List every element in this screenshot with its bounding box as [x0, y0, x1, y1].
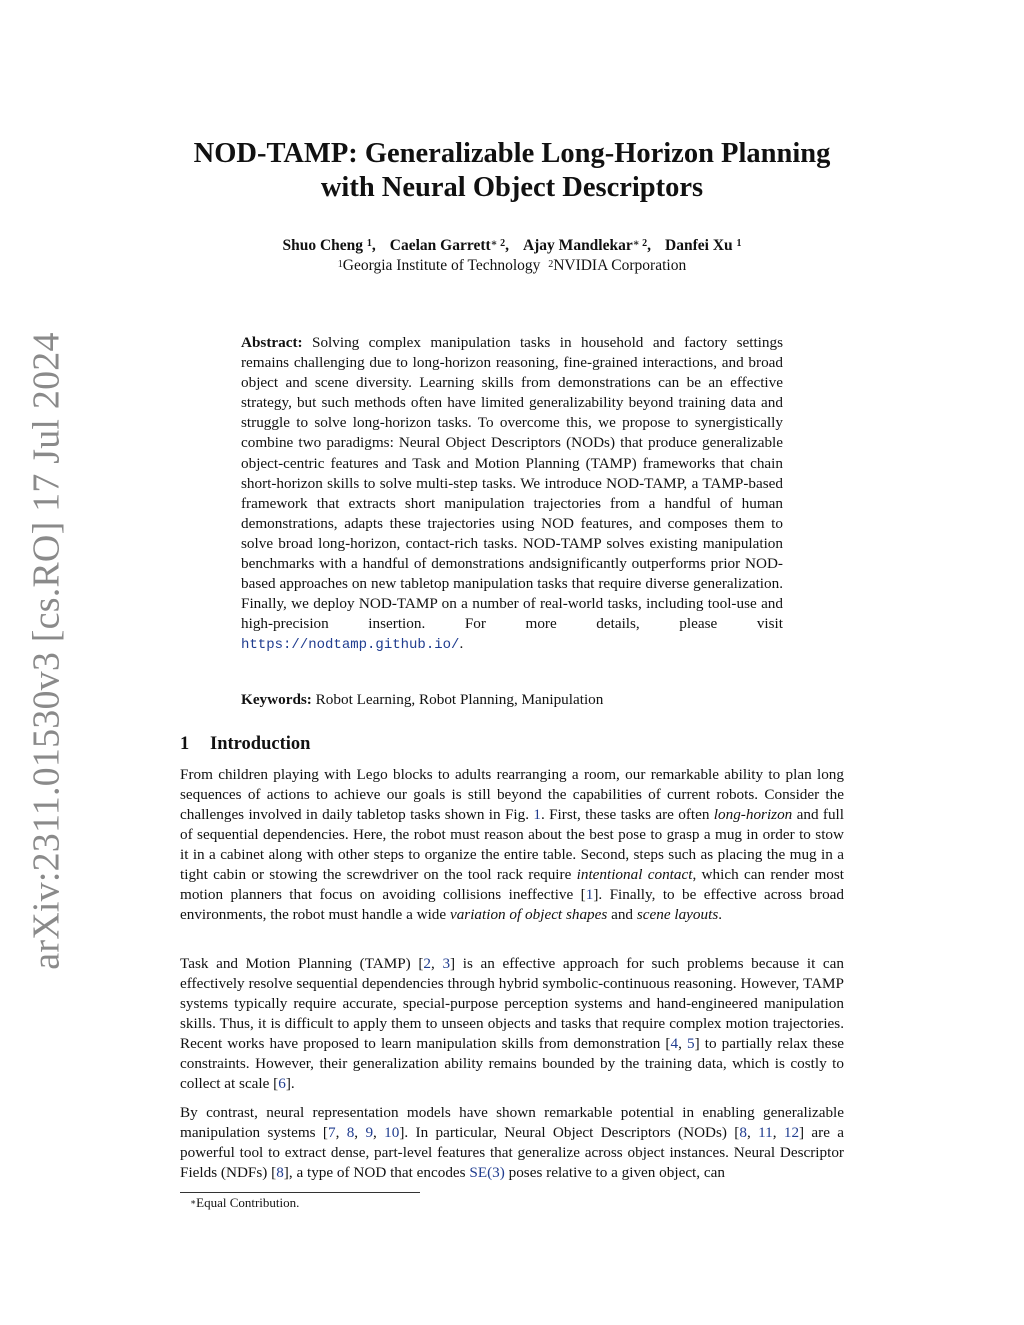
- title-line-2: with Neural Object Descriptors: [320, 172, 704, 203]
- abstract-text: Solving complex manipulation tasks in household and factory settings remains challenging due to long-horizon reasoning, fine-grained interactions, and broad object and scene diversity. Learning skills from demonstrations can be an effective strategy, but such methods often have limited generalizability beyond training data and struggle to solve long-horizon tasks. To overcome this, we propose to synergistically combine two paradigms: Neural Object Descriptors (NODs) that produce generalizable object-centric features and Task and Motion Planning (TAMP) frameworks that chain short-horizon skills to solve multi-step tasks. We introduce NOD-TAMP, a TAMP-based framework that extracts short manipulation trajectories from a handful of human demonstrations, adapts these trajectories using NOD features, and composes them to solve broad long-horizon, contact-rich tasks. NOD-TAMP solves existing manipulation benchmarks with a handful of demonstrations andsignificantly outperforms prior NOD-based approaches on new tabletop manipulation tasks that require diverse generalization. Finally, we deploy NOD-TAMP on a number of real-world tasks, including tool-use and high-precision insertion. For more details, please visit: [241, 334, 783, 633]
- citation-link[interactable]: 3: [442, 955, 451, 972]
- author-affil-mark: ∗ 2: [632, 238, 648, 249]
- arxiv-id-text: arXiv:2311.01530v3 [cs.RO] 17 Jul 2024: [26, 332, 68, 970]
- math-se3: SE(3): [469, 1164, 505, 1181]
- citation-link[interactable]: 8: [739, 1124, 747, 1141]
- footnote-text: Equal Contribution.: [196, 1195, 300, 1210]
- text-run: .: [718, 906, 723, 923]
- author-affil-mark: ∗ 2: [490, 238, 506, 249]
- text-run: From children playing with Lego blocks to adults rearranging a room, our remarkable ability to plan long sequences of actions to achieve our goals is still beyond the capabilities of current robots. Consider the challenges involved in daily tabletop tasks shown in Fig.: [180, 766, 844, 823]
- footnote: [190, 1194, 299, 1212]
- author-affil-mark: 1: [736, 238, 742, 249]
- citation-link[interactable]: 2: [423, 955, 432, 972]
- text-run: ]. In particular, Neural Object Descriptors (NODs) [: [399, 1124, 740, 1141]
- keywords: [241, 690, 783, 710]
- abstract: Abstract: Solving complex manipulation tasks in household and factory settings remains challenging due to long-horizon reasoning, fine-grained interactions, and broad object and scene diversity. Learning skills from demonstrations can be an effective strategy, but such methods often have limited generalizability beyond training data and struggle to solve long-horizon tasks. To overcome this, we propose to synergistically combine two paradigms: Neural Object Descriptors (NODs) that produce generalizable object-centric features and Task and Motion Planning (TAMP) frameworks that chain short-horizon skills to solve multi-step tasks. We introduce NOD-TAMP, a TAMP-based framework that extracts short manipulation trajectories from a handful of human demonstrations, adapts these trajectories using NOD features, and composes them to solve broad long-horizon, contact-rich tasks. NOD-TAMP solves existing manipulation benchmarks with a handful of demonstrations andsignificantly outperforms prior NOD-based approaches on new tabletop manipulation tasks that require diverse generalization. Finally, we deploy NOD-TAMP on a number of real-world tasks, including tool-use and high-precision insertion. For more details, please visit https://nodtamp.github.io/.: [241, 334, 783, 654]
- citation-link[interactable]: 10: [384, 1124, 400, 1141]
- text-run: . First, these tasks are often: [540, 806, 714, 823]
- emphasis-text: long-horizon: [713, 806, 793, 823]
- text-run: ], a type of NOD that encodes: [283, 1164, 470, 1181]
- affil-mark: 2: [548, 259, 554, 270]
- abstract-label: Abstract:: [241, 334, 303, 351]
- text-run: and: [607, 906, 637, 923]
- project-url-link[interactable]: https://nodtamp.github.io/: [241, 637, 460, 654]
- affil-mark: 1: [337, 259, 343, 270]
- title-line-1: NOD-TAMP: Generalizable Long-Horizon Planning: [193, 138, 831, 169]
- section-number: 1: [180, 734, 190, 754]
- citation-link[interactable]: 11: [758, 1124, 773, 1141]
- emphasis-text: variation of object shapes: [449, 906, 608, 923]
- keywords-text: Robot Learning, Robot Planning, Manipulation: [315, 691, 604, 708]
- section-title: Introduction: [210, 734, 311, 754]
- author-list: Shuo Cheng $^1$, Caelan Garrett$^{∗ 2}$, Ajay Mandlekar$^{∗ 2}$, Danfei Xu $^1$: [282, 237, 742, 254]
- author-name: Danfei Xu: [665, 237, 733, 254]
- text-run: , which can render most motion planners that focus on avoiding collisions ineffective [: [180, 866, 844, 903]
- affiliation-list: [150, 256, 874, 276]
- citation-link[interactable]: 9: [365, 1124, 374, 1141]
- citation-link[interactable]: 4: [670, 1035, 679, 1052]
- text-run: ] are a powerful tool to extract dense, part-level features that generalize across object instances. Neural Descriptor Fields (NDFs) [: [180, 1124, 845, 1181]
- author-name: Caelan Garrett: [389, 237, 491, 254]
- text-run: Task and Motion Planning (TAMP) [: [180, 955, 424, 972]
- citation-link[interactable]: 7: [327, 1124, 336, 1141]
- citation-link[interactable]: 12: [783, 1124, 800, 1141]
- text-run: ]. Finally, to be effective across broad environments, the robot must handle a wide: [180, 886, 845, 923]
- figure-ref-link[interactable]: 1: [533, 806, 541, 823]
- intro-paragraph-3: By contrast, neural representation models have shown remarkable potential in enabling generalizable manipulation systems [7, 8, 9, 10]. In particular, Neural Object Descriptors (NODs) [8, 11, 12] are a powerful tool to extract dense, part-level features that generalize across object instances. Neural Descriptor Fields (NDFs) [8], a type of NOD that encodes SE(3) poses relative to a given object, can: [180, 1104, 845, 1181]
- author-name: Ajay Mandlekar: [522, 237, 633, 254]
- text-run: ] is an effective approach for such problems because it can effectively resolve sequential dependencies through hybrid symbolic-continuous reasoning. However, TAMP systems typically require accurate, special-purpose perception systems and hand-engineered manipulation skills. Thus, it is difficult to apply them to unseen objects and tasks that require complex motion trajectories. Recent works have proposed to learn manipulation skills from demonstration [: [180, 955, 844, 1052]
- author-affil-mark: 1: [366, 238, 372, 249]
- citation-link[interactable]: 8: [346, 1124, 355, 1141]
- affil-name: Georgia Institute of Technology: [342, 257, 541, 274]
- keywords-label: Keywords:: [241, 691, 312, 708]
- citation-link[interactable]: 1: [585, 886, 594, 903]
- intro-paragraph-2: Task and Motion Planning (TAMP) [2, 3] is an effective approach for such problems because it can effectively resolve sequential dependencies through hybrid symbolic-continuous reasoning. However, TAMP systems typically require accurate, special-purpose perception systems and hand-engineered manipulation skills. Thus, it is difficult to apply them to unseen objects and tasks that require complex motion trajectories. Recent works have proposed to learn manipulation skills from demonstration [4, 5] to partially relax these constraints. However, their generalization ability remains bounded by the training data, which is costly to collect at scale [6].: [180, 955, 844, 1092]
- section-heading: [180, 732, 580, 756]
- footnote-mark: ∗: [190, 1197, 197, 1207]
- arxiv-identifier-stamp: [22, 332, 72, 970]
- citation-link[interactable]: 5: [686, 1035, 695, 1052]
- text-run: ] to partially relax these constraints. However, their generalization ability remains bounded by the training data, which is costly to collect at scale [: [180, 1035, 844, 1092]
- affil-name: NVIDIA Corporation: [553, 257, 687, 274]
- author-name: Shuo Cheng: [282, 237, 364, 254]
- text-run: and full of sequential dependencies. Here, the robot must reason about the best pose to grasp a mug in order to stow it in a cabinet along with other steps to organize the entire table. Second, steps such as placing the mug in a tight cabin or stowing the screwdriver on the tool rack require: [180, 806, 844, 883]
- intro-paragraph-1: [180, 765, 844, 925]
- text-run: By contrast, neural representation models have shown remarkable potential in enabling generalizable manipulation systems [: [180, 1104, 844, 1141]
- text-run: poses relative to a given object, can: [504, 1164, 725, 1181]
- emphasis-text: intentional contact: [576, 866, 693, 883]
- citation-link[interactable]: 6: [278, 1075, 286, 1092]
- footnote-divider: [180, 1192, 420, 1193]
- paper-title: [150, 137, 874, 205]
- text-run: ].: [285, 1075, 295, 1092]
- emphasis-text: scene layouts: [636, 906, 719, 923]
- citation-link[interactable]: 8: [276, 1164, 284, 1181]
